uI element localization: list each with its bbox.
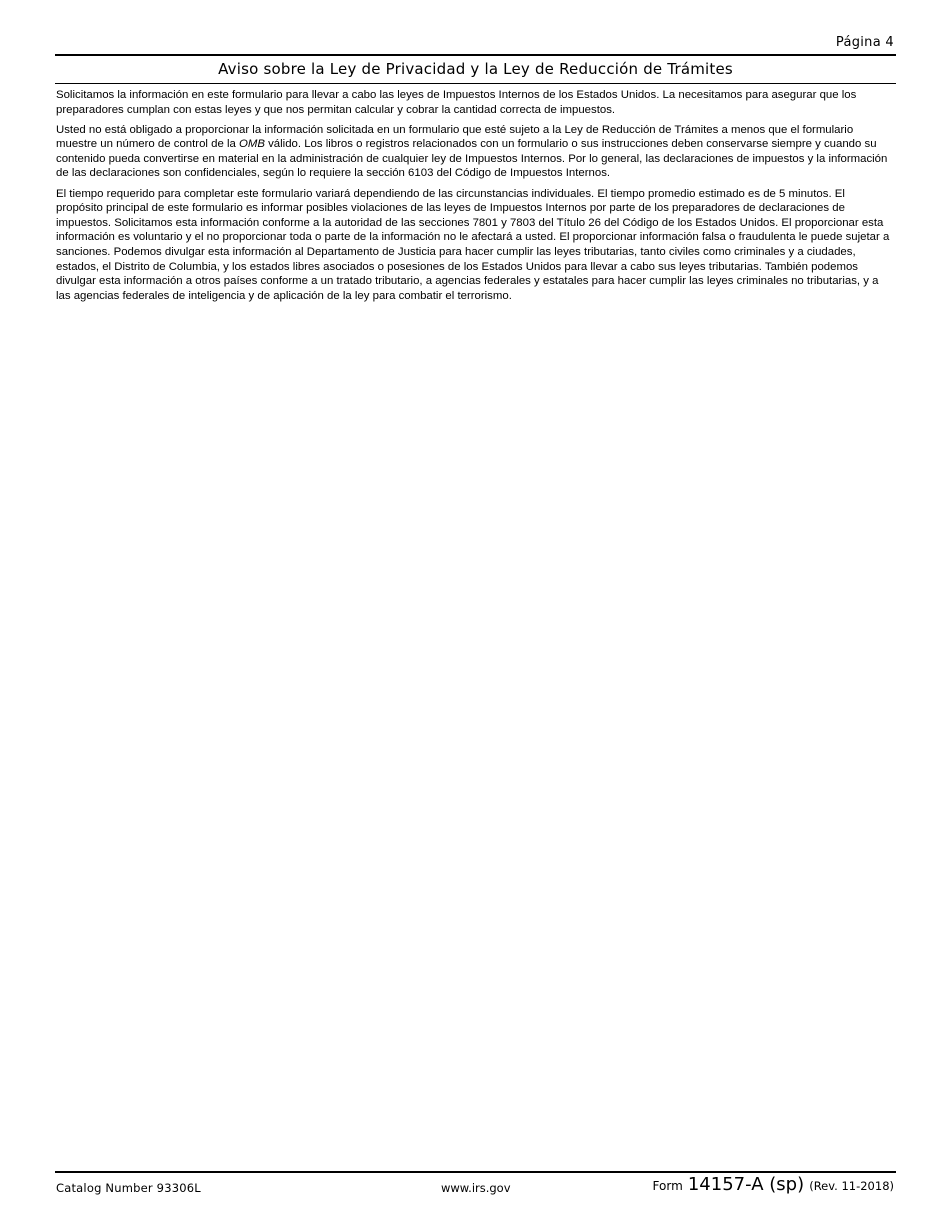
paragraph-paperwork-text-end: válido. Los libros o registros relacionados con un formulario o sus instrucciones deben conservarse siempre y cuando su contenido pueda convertirse en material en la administración de cualquier ley de Impuestos Internos. Por lo general, las declaraciones de impuestos y la información de las declaraciones son confidenciales, según lo requiere la sección 6103 del Código de Impuestos Internos. [56, 138, 888, 180]
paragraph-purpose: Solicitamos la información en este formulario para llevar a cabo las leyes de Impuestos Internos de los Estados Unidos. La necesitamos para asegurar que los preparadores cumplan con estas leyes y que nos permitan calcular y cobrar la cantidad correcta de impuestos. [56, 89, 857, 116]
paragraph-paperwork-reduction [56, 123, 894, 181]
footer-divider [55, 1171, 896, 1173]
form-revision: (Rev. 11-2018) [809, 1179, 894, 1193]
paragraph-time-and-disclosure: El tiempo requerido para completar este formulario variará dependiendo de las circunstancias individuales. El tiempo promedio estimado es de 5 minutos. El propósito principal de este formulario es informar posibles violaciones de las leyes de Impuestos Internos por parte de los preparadores de declaraciones de impuestos. Solicitamos esta información conforme a la autoridad de las secciones 7801 y 7803 del Título 26 del Código de los Estados Unidos. El proporcionar esta información es voluntario y el no proporcionar toda o parte de la información no le afectará a usted. El proporcionar información falsa o fraudulenta le puede sujetar a sanciones. Podemos divulgar esta información al Departamento de Justicia para hacer cumplir las leyes tributarias, tanto civiles como criminales y a ciudades, estados, el Distrito de Columbia, y los estados libres asociados o posesiones de los Estados Unidos para llevar a cabo sus leyes tributarias. También podemos divulgar esta información a otros países conforme a un tratado tributario, a agencias federales y estatales para hacer cumplir las leyes criminales no tributarias, y a las agencias federales de inteligencia y de aplicación de la ley para combatir el terrorismo. [56, 187, 890, 302]
form-number: 14157-A (sp) [687, 1174, 805, 1195]
form-identifier [653, 1174, 894, 1195]
paragraph-paperwork-text-start: Usted no está obligado a proporcionar la información solicitada en un formulario que esté sujeto a la Ley de Reducción de Trámites a menos que el formulario muestre un número de control de la [56, 123, 854, 151]
page-number: Página 4 [835, 35, 894, 50]
form-label: Form [652, 1179, 683, 1193]
catalog-number: Catalog Number 93306L [56, 1181, 201, 1195]
header-divider-top [55, 54, 896, 56]
omb-term: OMB [238, 138, 265, 151]
section-title: Aviso sobre la Ley de Privacidad y la Ley de Reducción de Trámites [218, 60, 733, 78]
header-divider-bottom [55, 83, 896, 84]
irs-website-link[interactable]: www.irs.gov [441, 1181, 511, 1195]
privacy-notice-body [56, 88, 894, 309]
